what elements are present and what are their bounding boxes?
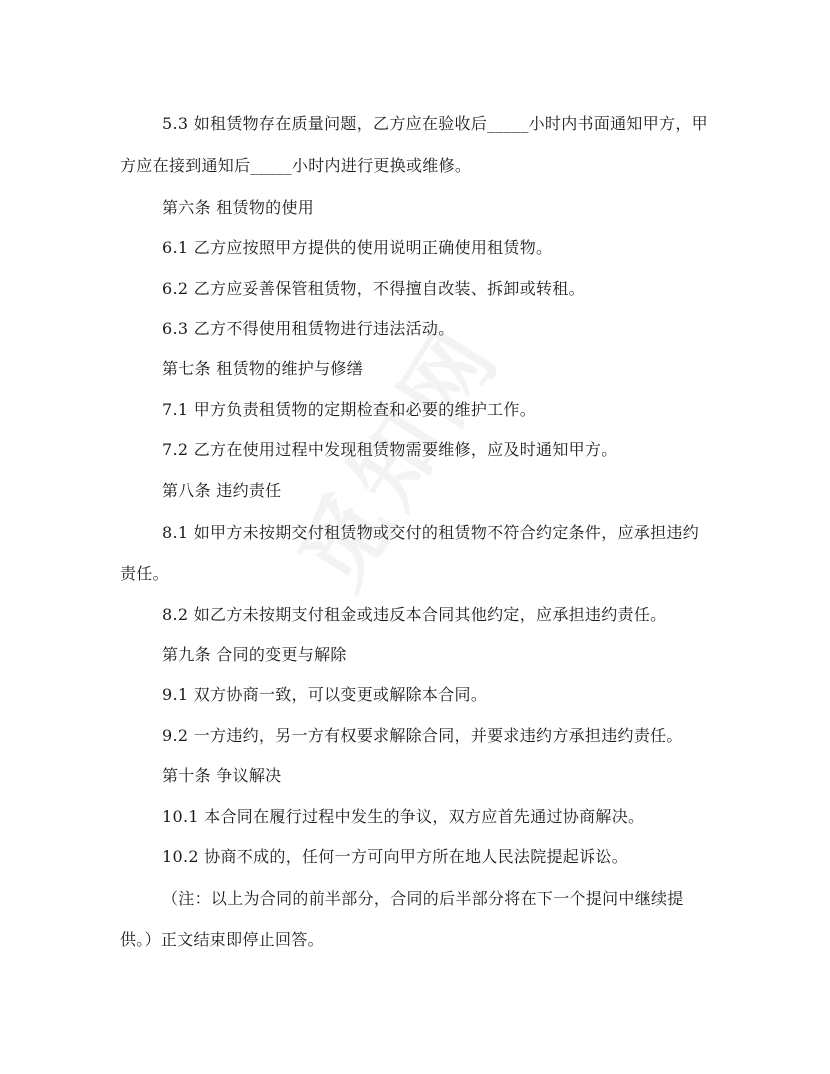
article-9-heading: 第九条 合同的变更与解除	[162, 645, 347, 664]
note-line-2: 供。）正文结束即停止回答。	[120, 930, 324, 949]
clause-9-1: 9.1 双方协商一致，可以变更或解除本合同。	[162, 685, 488, 704]
note-line-1: （注：以上为合同的前半部分，合同的后半部分将在下一个提问中继续提	[162, 889, 684, 908]
clause-7-2: 7.2 乙方在使用过程中发现租赁物需要维修，应及时通知甲方。	[162, 440, 618, 459]
clause-7-1: 7.1 甲方负责租赁物的定期检查和必要的维护工作。	[162, 400, 537, 419]
clause-8-1-line-2: 责任。	[120, 564, 169, 583]
clause-10-2: 10.2 协商不成的，任何一方可向甲方所在地人民法院提起诉讼。	[162, 847, 629, 866]
clause-6-3: 6.3 乙方不得使用租赁物进行违法活动。	[162, 319, 455, 338]
article-7-heading: 第七条 租赁物的维护与修缮	[162, 359, 363, 378]
clause-9-2: 9.2 一方违约，另一方有权要求解除合同，并要求违约方承担违约责任。	[162, 726, 683, 745]
clause-5-3-line-2: 方应在接到通知后_____小时内进行更换或维修。	[120, 156, 472, 175]
article-10-heading: 第十条 争议解决	[162, 766, 282, 785]
clause-8-2: 8.2 如乙方未按期支付租金或违反本合同其他约定，应承担违约责任。	[162, 605, 667, 624]
article-6-heading: 第六条 租赁物的使用	[162, 198, 315, 217]
article-8-heading: 第八条 违约责任	[162, 481, 282, 500]
clause-10-1: 10.1 本合同在履行过程中发生的争议，双方应首先通过协商解决。	[162, 807, 645, 826]
clause-6-2: 6.2 乙方应妥善保管租赁物，不得擅自改装、拆卸或转租。	[162, 279, 585, 298]
clause-6-1: 6.1 乙方应按照甲方提供的使用说明正确使用租赁物。	[162, 238, 553, 257]
clause-5-3-line-1: 5.3 如租赁物存在质量问题，乙方应在验收后_____小时内书面通知甲方，甲	[162, 114, 708, 133]
clause-8-1-line-1: 8.1 如甲方未按期交付租赁物或交付的租赁物不符合约定条件，应承担违约	[162, 523, 700, 542]
